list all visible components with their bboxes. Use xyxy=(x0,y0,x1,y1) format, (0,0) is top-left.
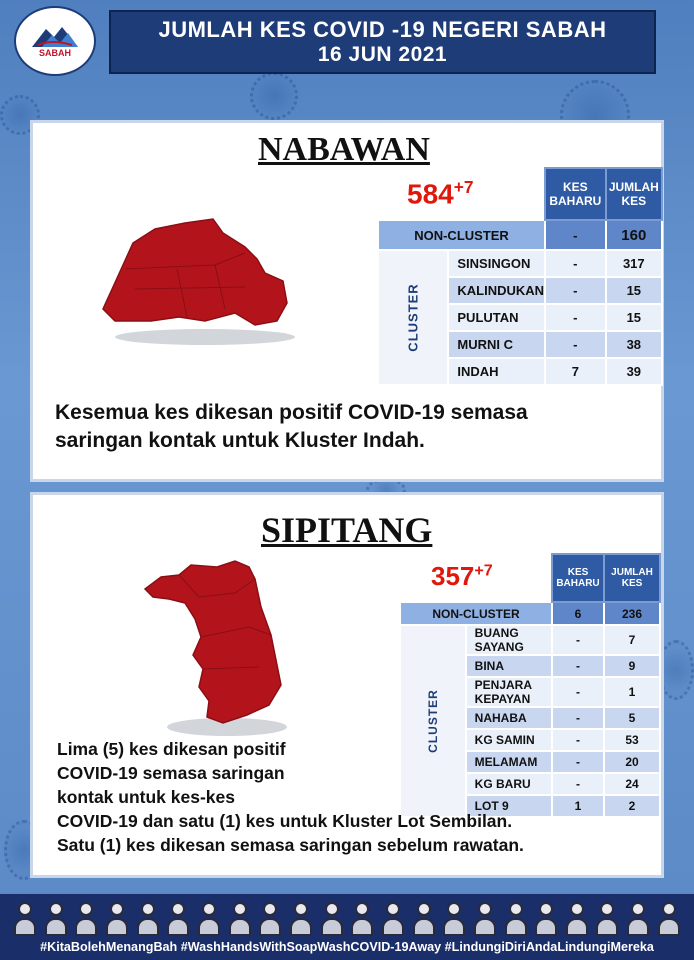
cluster-new: - xyxy=(552,729,604,751)
title-banner xyxy=(109,10,656,74)
col-header-kes-baharu: KES BAHARU xyxy=(545,168,606,220)
cluster-total: 2 xyxy=(604,795,660,817)
cluster-name: LOT 9 xyxy=(466,795,552,817)
sipitang-note-line: COVID-19 semasa saringan xyxy=(57,763,285,783)
sipitang-total-cases: $357^{+7}$ xyxy=(431,561,493,591)
frontliner-figure-icon xyxy=(137,902,159,938)
cluster-side-label: CLUSTER xyxy=(378,250,448,385)
col-header-jumlah-kes: JUMLAH KES xyxy=(604,554,660,602)
cluster-total: 7 xyxy=(604,625,660,655)
non-cluster-total: 160 xyxy=(606,220,662,250)
nabawan-note-line: Kesemua kes dikesan positif COVID-19 semasa xyxy=(55,401,528,424)
col-header-kes-baharu: KES BAHARU xyxy=(552,554,604,602)
cluster-new: - xyxy=(552,625,604,655)
non-cluster-new: - xyxy=(545,220,606,250)
nabawan-increase: +7 xyxy=(453,177,474,197)
nabawan-note-line: saringan kontak untuk Kluster Indah. xyxy=(55,429,425,452)
frontliner-figure-icon xyxy=(106,902,128,938)
frontliner-figure-icon xyxy=(14,902,36,938)
non-cluster-new: 6 xyxy=(552,602,604,625)
sabah-logo xyxy=(14,6,96,76)
frontliner-figure-icon xyxy=(259,902,281,938)
sipitang-note-line: Lima (5) kes dikesan positif xyxy=(57,739,286,759)
footer-strip xyxy=(0,892,694,960)
cluster-total: 24 xyxy=(604,773,660,795)
cluster-name: MURNI C xyxy=(448,331,545,358)
sipitang-increase: +7 xyxy=(474,561,493,580)
cluster-name: NAHABA xyxy=(466,707,552,729)
frontliner-figure-icon xyxy=(474,902,496,938)
sipitang-note-line: kontak untuk kes-kes xyxy=(57,787,235,807)
cluster-name: MELAMAM xyxy=(466,751,552,773)
report-date: 16 JUN 2021 xyxy=(317,43,448,66)
sipitang-note-line: Satu (1) kes dikesan semasa saringan sebelum rawatan. xyxy=(57,835,524,855)
frontliner-figure-icon xyxy=(505,902,527,938)
cluster-new: - xyxy=(545,250,606,277)
frontliner-figure-icon xyxy=(443,902,465,938)
cluster-name: BINA xyxy=(466,655,552,677)
col-header-jumlah-kes: JUMLAH KES xyxy=(606,168,662,220)
cluster-total: 38 xyxy=(606,331,662,358)
frontliner-figure-icon xyxy=(321,902,343,938)
sipitang-panel xyxy=(30,492,664,878)
cluster-name: KALINDUKAN xyxy=(448,277,545,304)
frontliner-figure-icon xyxy=(658,902,680,938)
nabawan-case-table xyxy=(377,167,663,386)
non-cluster-total: 236 xyxy=(604,602,660,625)
cluster-new: - xyxy=(545,277,606,304)
page-title: JUMLAH KES COVID -19 NEGERI SABAH xyxy=(158,17,607,42)
cluster-total: 5 xyxy=(604,707,660,729)
cluster-new: 1 xyxy=(552,795,604,817)
frontliner-figure-icon xyxy=(167,902,189,938)
frontliner-figure-icon xyxy=(382,902,404,938)
cluster-total: 1 xyxy=(604,677,660,707)
nabawan-total-cases: $584^{+7}$ xyxy=(407,177,474,210)
sipitang-map xyxy=(139,557,299,737)
logo-text: SABAH xyxy=(38,47,71,58)
cluster-name: PENJARA KEPAYAN xyxy=(466,677,552,707)
cluster-new: - xyxy=(552,677,604,707)
frontliner-figure-icon xyxy=(566,902,588,938)
table-row xyxy=(400,625,660,655)
frontliner-figures xyxy=(14,898,680,938)
district-title-sipitang: SIPITANG xyxy=(261,510,433,550)
cluster-total: 9 xyxy=(604,655,660,677)
frontliner-figure-icon xyxy=(413,902,435,938)
cluster-total: 15 xyxy=(606,304,662,331)
campaign-hashtags: #KitaBolehMenangBah #WashHandsWithSoapWashCOVID-19Away #LindungiDiriAndaLindungiMereka xyxy=(40,940,654,954)
nabawan-note xyxy=(55,399,528,455)
frontliner-figure-icon xyxy=(535,902,557,938)
nabawan-panel xyxy=(30,120,664,482)
virus-decoration-icon xyxy=(250,72,298,120)
frontliner-figure-icon xyxy=(290,902,312,938)
frontliner-figure-icon xyxy=(45,902,67,938)
frontliner-figure-icon xyxy=(75,902,97,938)
cluster-new: 7 xyxy=(545,358,606,385)
sipitang-note-line: COVID-19 dan satu (1) kes untuk Kluster Lot Sembilan. xyxy=(57,811,513,831)
cluster-name: INDAH xyxy=(448,358,545,385)
cluster-total: 39 xyxy=(606,358,662,385)
cluster-new: - xyxy=(545,331,606,358)
sabah-mountain-logo-icon xyxy=(32,25,78,47)
cluster-new: - xyxy=(552,751,604,773)
frontliner-figure-icon xyxy=(229,902,251,938)
table-row xyxy=(378,220,662,250)
frontliner-figure-icon xyxy=(198,902,220,938)
cluster-total: 20 xyxy=(604,751,660,773)
non-cluster-label: NON-CLUSTER xyxy=(400,602,552,625)
cluster-side-label: CLUSTER xyxy=(400,625,466,817)
cluster-new: - xyxy=(552,707,604,729)
nabawan-map-shape xyxy=(103,219,287,325)
frontliner-figure-icon xyxy=(596,902,618,938)
sipitang-map-shape xyxy=(145,561,281,723)
frontliner-figure-icon xyxy=(351,902,373,938)
cluster-total: 317 xyxy=(606,250,662,277)
table-row xyxy=(400,602,660,625)
frontliner-figure-icon xyxy=(627,902,649,938)
cluster-name: BUANG SAYANG xyxy=(466,625,552,655)
nabawan-map xyxy=(95,209,295,349)
cluster-name: KG SAMIN xyxy=(466,729,552,751)
non-cluster-label: NON-CLUSTER xyxy=(378,220,545,250)
cluster-name: PULUTAN xyxy=(448,304,545,331)
sipitang-note xyxy=(57,737,524,857)
cluster-name: KG BARU xyxy=(466,773,552,795)
cluster-new: - xyxy=(552,655,604,677)
cluster-new: - xyxy=(552,773,604,795)
cluster-name: SINSINGON xyxy=(448,250,545,277)
cluster-total: 53 xyxy=(604,729,660,751)
cluster-new: - xyxy=(545,304,606,331)
table-row xyxy=(378,250,662,277)
cluster-total: 15 xyxy=(606,277,662,304)
district-title-nabawan: NABAWAN xyxy=(258,131,430,168)
